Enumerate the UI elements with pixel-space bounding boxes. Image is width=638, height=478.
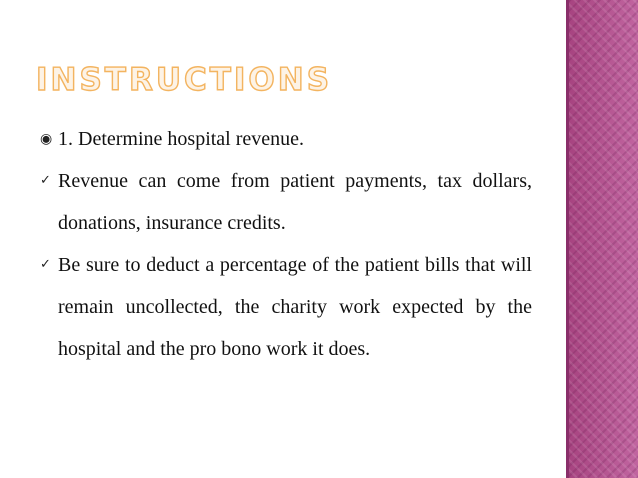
list-item <box>40 118 532 160</box>
list-item <box>40 244 532 370</box>
list-item-text: Revenue can come from patient payments, tax dollars, donations, insurance credits. <box>58 170 532 234</box>
decorative-side-band <box>566 0 638 478</box>
checkmark-icon: ✓ <box>40 257 51 272</box>
list-item-text: 1. Determine hospital revenue. <box>58 128 305 150</box>
target-bullet-icon: ◉ <box>40 131 53 147</box>
side-band-edge <box>566 0 569 478</box>
list-item <box>40 160 532 244</box>
slide-title: INSTRUCTIONS <box>36 62 333 98</box>
bullet-list <box>40 118 532 370</box>
checkmark-icon: ✓ <box>40 173 51 188</box>
list-item-text: Be sure to deduct a percentage of the patient bills that will remain uncollected, the charity work expected by the hospital and the pro bono work it does. <box>58 254 532 360</box>
